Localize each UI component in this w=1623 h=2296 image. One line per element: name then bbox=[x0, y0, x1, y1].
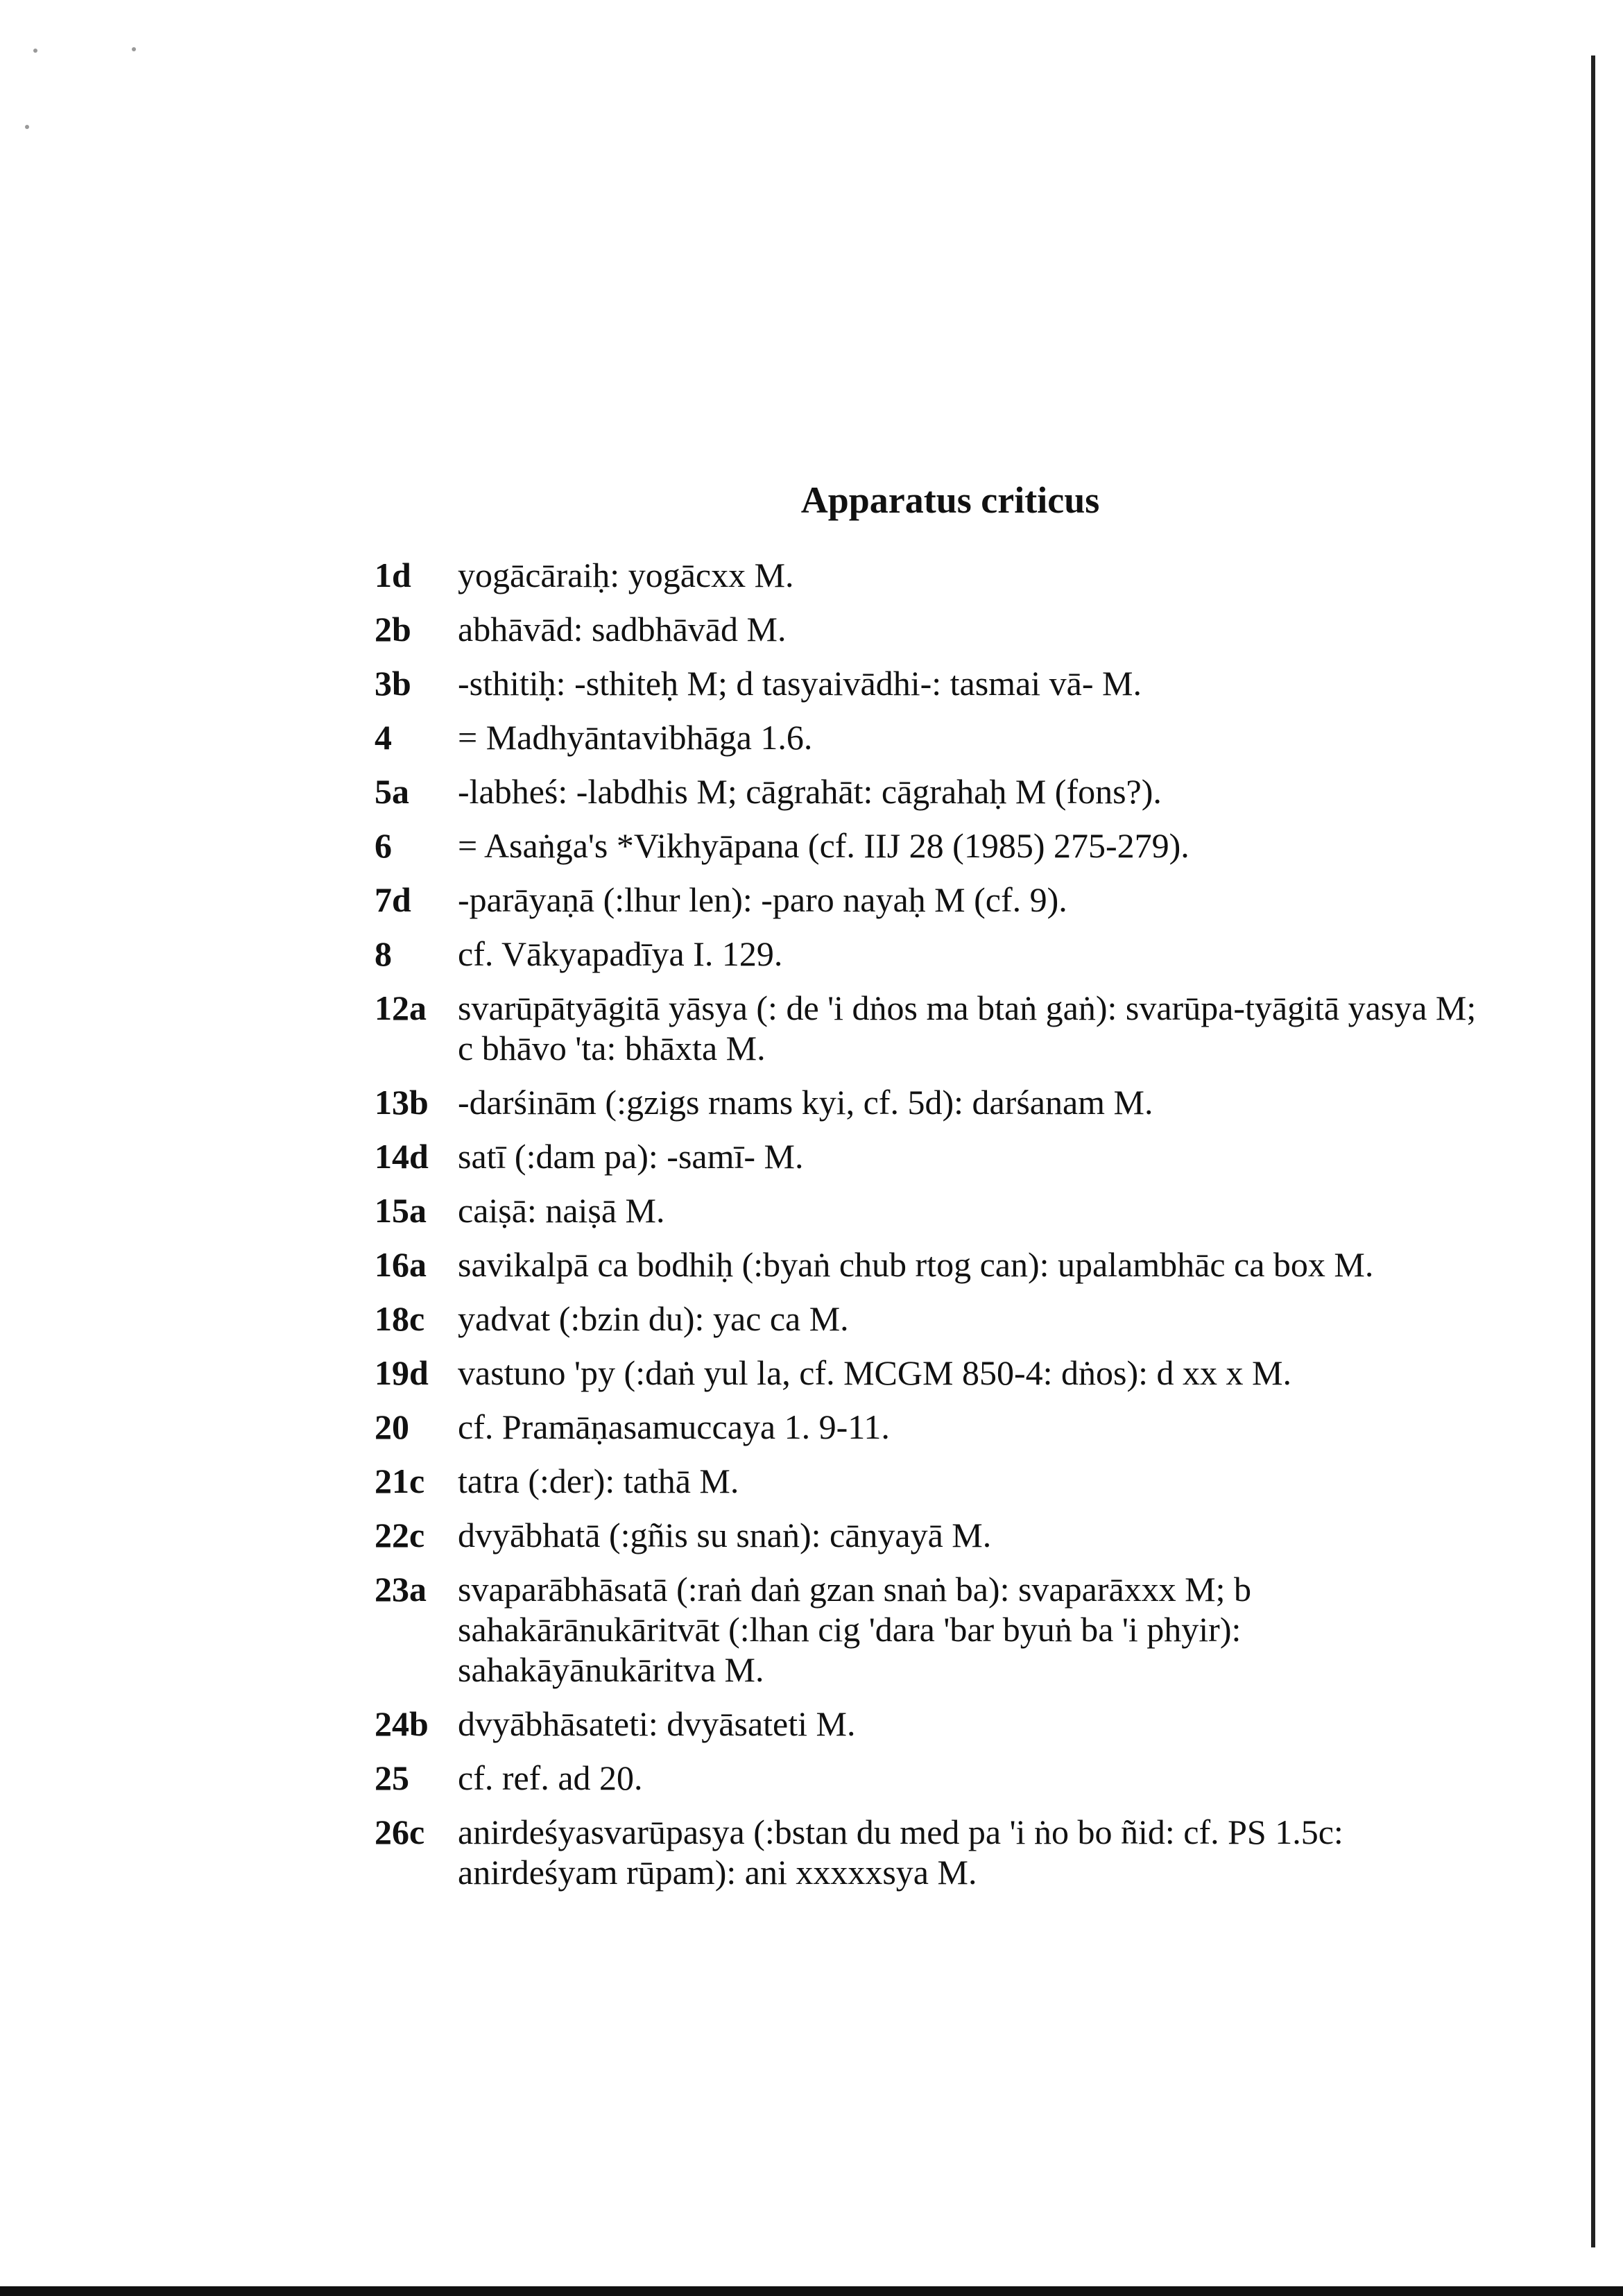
apparatus-entry bbox=[375, 1758, 1484, 1798]
entry-text: satī (:dam pa): -samī- M. bbox=[458, 1137, 804, 1176]
entry-number: 4 bbox=[375, 718, 392, 757]
scan-speck bbox=[33, 49, 37, 53]
entry-text: cf. Vākyapadīya I. 129. bbox=[458, 934, 783, 973]
apparatus-entry bbox=[375, 1569, 1484, 1690]
apparatus-entry bbox=[375, 988, 1484, 1068]
entry-number: 19d bbox=[375, 1353, 429, 1392]
scan-speck bbox=[132, 47, 136, 51]
entry-text: caiṣā: naiṣā M. bbox=[458, 1191, 665, 1230]
entry-number: 24b bbox=[375, 1704, 429, 1743]
scan-edge-line bbox=[1591, 55, 1595, 2247]
apparatus-entry bbox=[375, 880, 1484, 920]
entry-number: 14d bbox=[375, 1137, 429, 1176]
apparatus-entry bbox=[375, 934, 1484, 974]
entry-text: savikalpā ca bodhiḥ (:byaṅ chub rtog can): upalambhāc ca box M. bbox=[458, 1245, 1374, 1284]
apparatus-entry bbox=[375, 1812, 1484, 1892]
entry-number: 7d bbox=[375, 880, 411, 919]
entry-text: yogācāraiḥ: yogācxx M. bbox=[458, 556, 794, 594]
entry-text: anirdeśyasvarūpasya (:bstan du med pa 'i ṅo bo ñid: cf. PS 1.5c: anirdeśyam rūpam): ani xxxxxsya M. bbox=[458, 1813, 1343, 1892]
entry-number: 15a bbox=[375, 1191, 427, 1230]
entry-number: 16a bbox=[375, 1245, 427, 1284]
entry-text: svaparābhāsatā (:raṅ daṅ gzan snaṅ ba): svaparāxxx M; b sahakārānukāritvāt (:lhan cig 'dara 'bar byuṅ ba 'i phyir): sahakāyānukāritva M. bbox=[458, 1570, 1251, 1689]
entry-number: 3b bbox=[375, 664, 411, 703]
apparatus-entry bbox=[375, 1190, 1484, 1231]
entry-number: 26c bbox=[375, 1813, 425, 1851]
entry-number: 23a bbox=[375, 1570, 427, 1609]
page-title: Apparatus criticus bbox=[800, 479, 1100, 521]
apparatus-entry bbox=[375, 1082, 1484, 1122]
entry-number: 13b bbox=[375, 1083, 429, 1122]
apparatus-entry bbox=[375, 1244, 1484, 1285]
apparatus-entry bbox=[375, 1407, 1484, 1447]
entry-number: 6 bbox=[375, 826, 392, 865]
apparatus-list bbox=[375, 555, 1484, 1906]
entry-text: tatra (:der): tathā M. bbox=[458, 1462, 739, 1500]
entry-number: 22c bbox=[375, 1516, 425, 1554]
entry-number: 8 bbox=[375, 934, 392, 973]
entry-number: 25 bbox=[375, 1758, 409, 1797]
entry-text: -darśinām (:gzigs rnams kyi, cf. 5d): darśanam M. bbox=[458, 1083, 1153, 1122]
apparatus-entry bbox=[375, 1299, 1484, 1339]
entry-text: abhāvād: sadbhāvād M. bbox=[458, 610, 787, 649]
entry-number: 12a bbox=[375, 988, 427, 1027]
entry-text: -parāyaṇā (:lhur len): -paro nayaḥ M (cf. 9). bbox=[458, 880, 1067, 919]
apparatus-entry bbox=[375, 717, 1484, 757]
entry-text: = Madhyāntavibhāga 1.6. bbox=[458, 718, 813, 757]
entry-text: dvyābhāsateti: dvyāsateti M. bbox=[458, 1704, 856, 1743]
apparatus-entry bbox=[375, 771, 1484, 812]
entry-number: 21c bbox=[375, 1462, 425, 1500]
scan-bottom-edge bbox=[0, 2286, 1623, 2296]
entry-text: vastuno 'py (:daṅ yul la, cf. MCGM 850-4: dṅos): d xx x M. bbox=[458, 1353, 1291, 1392]
scan-speck bbox=[25, 125, 29, 129]
apparatus-entry bbox=[375, 825, 1484, 866]
apparatus-entry bbox=[375, 555, 1484, 595]
entry-number: 20 bbox=[375, 1407, 409, 1446]
entry-text: svarūpātyāgitā yāsya (: de 'i dṅos ma btaṅ gaṅ): svarūpa-tyāgitā yasya M; c bhāvo 'ta: bhāxta M. bbox=[458, 988, 1477, 1068]
apparatus-entry bbox=[375, 609, 1484, 649]
entry-number: 5a bbox=[375, 772, 409, 811]
entry-text: -sthitiḥ: -sthiteḥ M; d tasyaivādhi-: tasmai vā- M. bbox=[458, 664, 1142, 703]
apparatus-entry bbox=[375, 1353, 1484, 1393]
apparatus-entry bbox=[375, 1136, 1484, 1176]
apparatus-entry bbox=[375, 1461, 1484, 1501]
entry-text: cf. Pramāṇasamuccaya 1. 9-11. bbox=[458, 1407, 890, 1446]
entry-number: 2b bbox=[375, 610, 411, 649]
apparatus-entry bbox=[375, 1704, 1484, 1744]
entry-number: 1d bbox=[375, 556, 411, 594]
entry-text: cf. ref. ad 20. bbox=[458, 1758, 643, 1797]
apparatus-entry bbox=[375, 1515, 1484, 1555]
apparatus-entry bbox=[375, 663, 1484, 703]
entry-text: dvyābhatā (:gñis su snaṅ): cānyayā M. bbox=[458, 1516, 992, 1554]
entry-text: yadvat (:bzin du): yac ca M. bbox=[458, 1299, 849, 1338]
entry-text: = Asaṅga's *Vikhyāpana (cf. IIJ 28 (1985) 275-279). bbox=[458, 826, 1190, 865]
entry-text: -labheś: -labdhis M; cāgrahāt: cāgrahaḥ M (fons?). bbox=[458, 772, 1162, 811]
entry-number: 18c bbox=[375, 1299, 425, 1338]
